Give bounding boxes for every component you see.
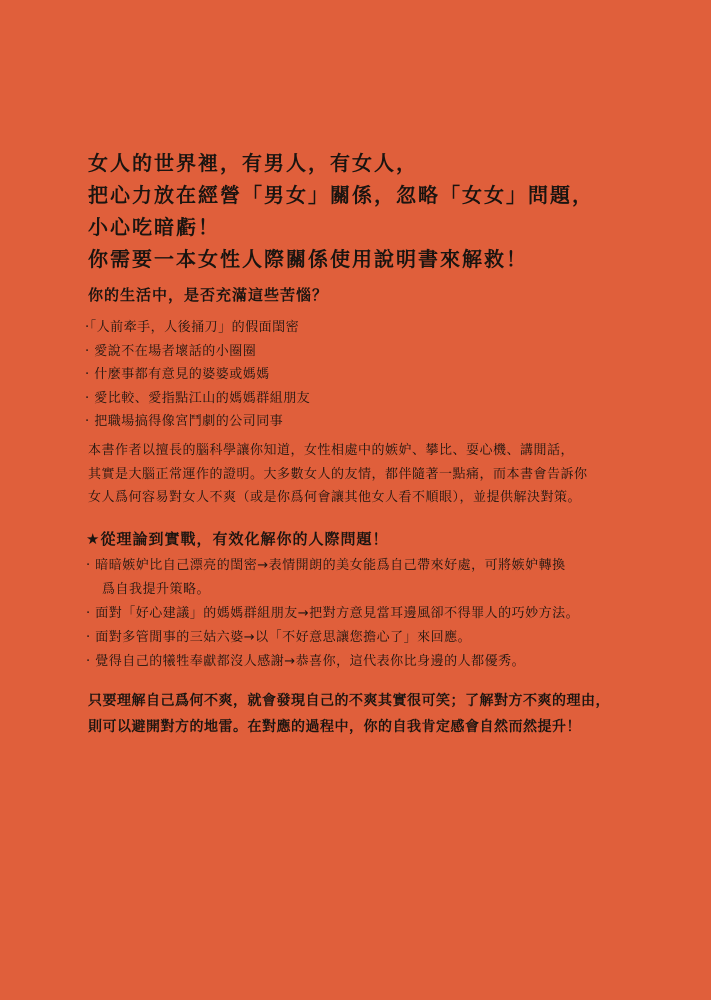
paragraph-line: 女人爲何容易對女人不爽（或是你爲何會讓其他女人看不順眼），並提供解決對策。 [88, 490, 582, 505]
closing-paragraph [88, 688, 658, 740]
headline-line: 小心吃暗虧！ [88, 215, 220, 239]
tips-list [86, 554, 646, 674]
list-item: ‧「人前牽手，人後捅刀」的假面閨密 [85, 320, 300, 335]
headline-line: 你需要一本女性人際關係使用說明書來解救！ [88, 247, 528, 271]
headline-line: 把心力放在經營「男女」關係，忽略「女女」問題， [88, 183, 594, 207]
paragraph-line: 其實是大腦正常運作的證明。大多數女人的友情，都伴隨著一點痛，而本書會告訴你 [88, 466, 588, 482]
section-title: ★從理論到實戰，有效化解你的人際問題！ [86, 530, 389, 548]
list-item: ‧ 愛說不在場者壞話的小圈圈 [85, 343, 257, 359]
question-heading: 你的生活中，是否充滿這些苦惱？ [88, 286, 329, 304]
list-item: ‧ 覺得自己的犧牲奉獻都沒人感謝→恭喜你，這代表你比身邊的人都優秀。 [86, 654, 526, 669]
worries-list [85, 316, 645, 434]
paragraph-line: 本書作者以擅長的腦科學讓你知道，女性相處中的嫉妒、攀比、耍心機、講閒話， [88, 443, 575, 458]
list-item: ‧ 把職場搞得像宮鬥劇的公司同事 [85, 414, 284, 429]
headline [88, 147, 688, 275]
list-item: ‧ 愛比較、愛指點江山的媽媽群組朋友 [85, 390, 311, 406]
list-item: ‧ 什麼事都有意見的婆婆或媽媽 [85, 367, 270, 382]
list-item: ‧ 面對多管閒事的三姑六婆→以「不好意思讓您擔心了」來回應。 [86, 630, 472, 645]
list-item: ‧ 面對「好心建議」的媽媽群組朋友→把對方意見當耳邊風卻不得罪人的巧妙方法。 [86, 606, 580, 621]
list-item: ‧ 暗暗嫉妒比自己漂亮的閨密→表情開朗的美女能爲自己帶來好處，可將嫉妒轉換 [86, 558, 566, 573]
headline-line: 女人的世界裡，有男人，有女人， [88, 151, 418, 175]
list-item-continuation: 爲自我提升策略。 [102, 582, 211, 597]
closing-line: 則可以避開對方的地雷。在對應的過程中，你的自我肯定感會自然而然提升！ [88, 719, 581, 735]
closing-line: 只要理解自己爲何不爽，就會發現自己的不爽其實很可笑；了解對方不爽的理由， [88, 693, 610, 709]
intro-paragraph [88, 439, 648, 510]
